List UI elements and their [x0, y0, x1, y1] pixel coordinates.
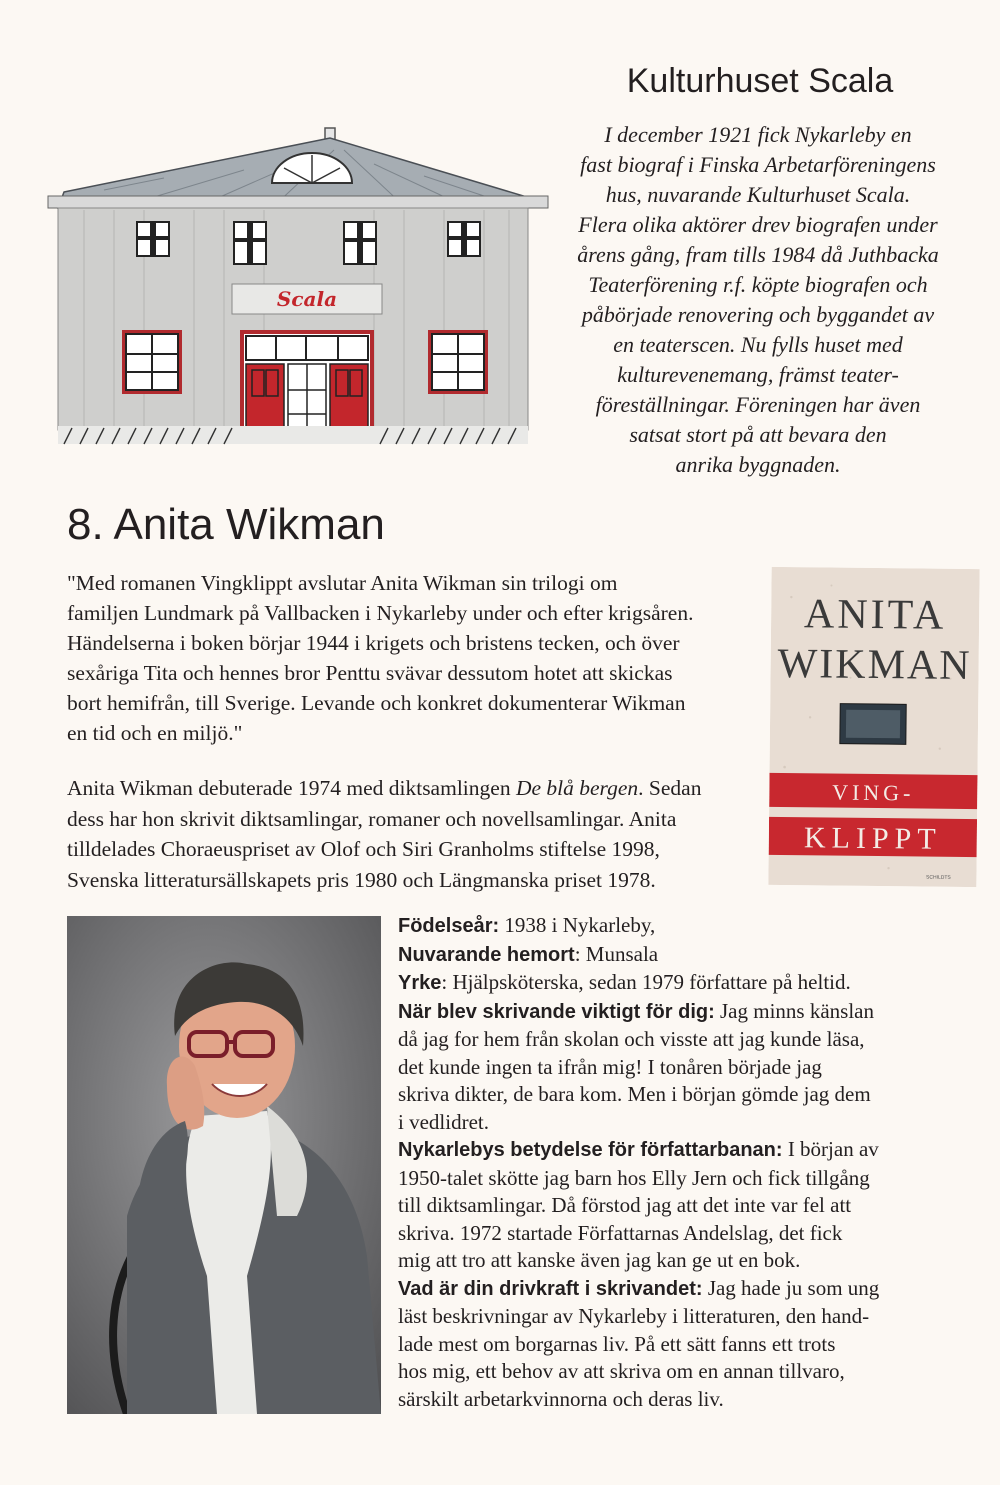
cover-title-line1: VING- — [832, 779, 915, 806]
scala-line: Teaterförening r.f. köpte biografen och — [588, 272, 928, 297]
book-cover — [768, 567, 979, 887]
quote-line: Händelserna i boken börjar 1944 i krigets och bristens tecken, och över — [67, 631, 680, 655]
scala-line: kulturevenemang, främst teater- — [617, 362, 899, 387]
fact-drive-line: hos mig, ett behov av att skriva om en annan tillvaro, — [398, 1359, 845, 1383]
fact-job: Yrke: Hjälpsköterska, sedan 1979 författare på heltid. — [398, 970, 851, 994]
fact-home: Nuvarande hemort: Munsala — [398, 941, 659, 966]
quote-line: en tid och en miljö." — [67, 721, 243, 745]
scala-line: föreställningar. Föreningen har även — [595, 392, 921, 417]
fact-meaning-line: 1950-talet skötte jag barn hos Elly Jern och fick tillgång — [398, 1165, 870, 1190]
fact-birth: Födelseår: 1938 i Nykarleby, — [398, 913, 656, 937]
scala-sign: Scala — [276, 287, 338, 311]
fact-drive: Vad är din drivkraft i skrivandet: Jag hade ju som ung — [398, 1275, 880, 1300]
scala-line: anrika byggnaden. — [675, 452, 841, 477]
fact-writing-line: då jag for hem från skolan och visste att jag kunde läsa, — [398, 1027, 865, 1051]
author-facts — [398, 912, 958, 1413]
scala-building-illustration — [44, 120, 550, 450]
cover-author-line2: WIKMAN — [777, 640, 972, 690]
fact-drive-line: lade mest om borgarnas liv. På ett sätt fanns ett trots — [398, 1331, 836, 1356]
author-bio — [67, 773, 767, 895]
fact-writing: När blev skrivande viktigt för dig: Jag minns känslan — [398, 998, 874, 1023]
bio-line: Svenska litteratursällskapets pris 1980 och Längmanska priset 1978. — [67, 867, 656, 892]
scala-description — [548, 120, 968, 480]
bio-line: dess har hon skrivit diktsamlingar, romaner och novellsamlingar. Anita — [67, 806, 677, 831]
scala-line: en teaterscen. Nu fylls huset med — [613, 332, 903, 357]
debut-title: De blå bergen — [515, 776, 639, 800]
fact-meaning: Nykarlebys betydelse för författarbanan: I början av — [398, 1137, 879, 1161]
cover-publisher: SCHILDTS — [926, 874, 951, 881]
scala-line: I december 1921 fick Nykarleby en — [604, 122, 912, 147]
fact-writing-line: det kunde ingen ta ifrån mig! I tonåren började jag — [398, 1054, 822, 1079]
cover-author-line1: ANITA — [803, 591, 947, 639]
scala-line: påbörjade renovering och byggandet av — [581, 302, 935, 327]
scala-line: årens gång, fram tills 1984 då Juthbacka — [577, 242, 939, 267]
cover-title-line2: KLIPPT — [803, 821, 942, 856]
author-heading: 8. Anita Wikman — [67, 500, 385, 549]
fact-drive-line: läst beskrivningar av Nykarleby i litteraturen, den hand- — [398, 1304, 870, 1328]
scala-title: Kulturhuset Scala — [626, 62, 894, 100]
fact-meaning-line: skriva. 1972 startade Författarnas Andelslag, det fick — [398, 1220, 843, 1245]
book-quote — [67, 568, 767, 748]
fact-meaning-line: till diktsamlingar. Då förstod jag att det inte var fel att — [398, 1193, 852, 1217]
quote-line: bort hemifrån, till Sverige. Levande och konkret dokumenterar Wikman — [67, 691, 686, 715]
bio-line: Anita Wikman debuterade 1974 med diktsamlingen De blå bergen. Sedan — [67, 776, 702, 800]
fact-writing-line: i vedlidret. — [398, 1109, 489, 1134]
bio-line: tilldelades Choraeuspriset av Olof och Siri Granholms stiftelse 1998, — [67, 837, 660, 861]
scala-line: Flera olika aktörer drev biografen under — [578, 212, 938, 237]
fact-meaning-line: mig att tro att kanske även jag kan ge ut en bok. — [398, 1248, 801, 1272]
fact-drive-line: särskilt arbetarkvinnorna och deras liv. — [398, 1386, 724, 1411]
scala-line: hus, nuvarande Kulturhuset Scala. — [605, 182, 911, 207]
quote-line: sexåriga Tita och hennes bror Penttu svävar dessutom hotet att skickas — [67, 661, 673, 685]
author-photo — [67, 916, 381, 1414]
quote-line: "Med romanen Vingklippt avslutar Anita Wikman sin trilogi om — [67, 571, 618, 595]
scala-line: satsat stort på att bevara den — [629, 422, 887, 447]
scala-line: fast biograf i Finska Arbetarföreningens — [580, 152, 936, 177]
fact-writing-line: skriva dikter, de bara kom. Men i början gömde jag dem — [398, 1082, 871, 1106]
quote-line: familjen Lundmark på Vallbacken i Nykarleby under och efter krigsåren. — [67, 601, 694, 625]
